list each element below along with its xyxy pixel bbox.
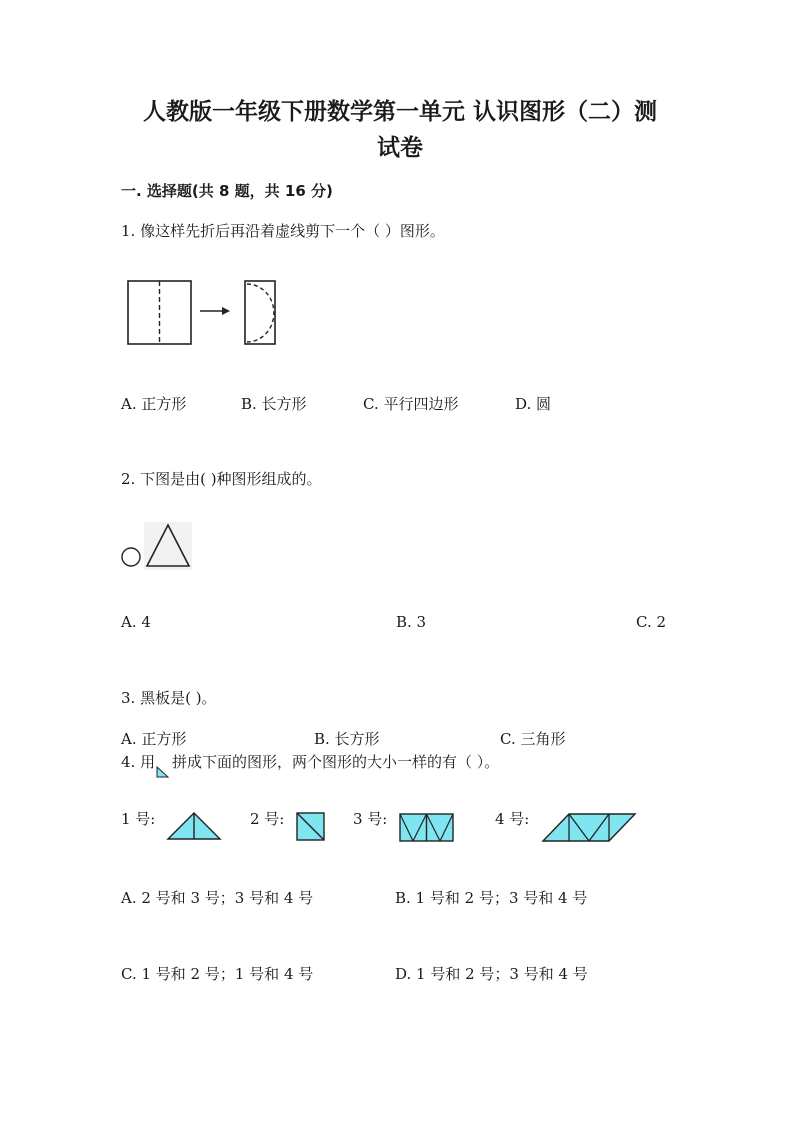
page-title-line2: 试卷 <box>377 134 423 161</box>
figure-1-label: 1 号: <box>121 810 156 828</box>
q1-option-a[interactable]: A. 正方形 <box>121 395 187 413</box>
q2-option-c[interactable]: C. 2 <box>636 613 667 631</box>
question-1-stem: 1. 像这样先折后再沿着虚线剪下一个（ ）图形。 <box>121 222 445 240</box>
q2-option-b[interactable]: B. 3 <box>396 613 427 631</box>
question-1-figure <box>120 270 290 350</box>
q4-option-d[interactable]: D. 1 号和 2 号；3 号和 4 号 <box>395 965 588 983</box>
figure-2-square <box>296 812 326 842</box>
question-2-stem: 2. 下图是由( )种图形组成的。 <box>121 470 322 488</box>
q1-option-d[interactable]: D. 圆 <box>515 395 552 413</box>
question-2-figure <box>118 520 198 572</box>
question-4-stem-start: 4. 用 <box>121 753 156 771</box>
q1-option-b[interactable]: B. 长方形 <box>241 395 307 413</box>
q4-option-a[interactable]: A. 2 号和 3 号；3 号和 4 号 <box>121 889 314 907</box>
page-title-line1: 人教版一年级下册数学第一单元 认识图形（二）测 <box>142 98 657 125</box>
figure-3-rectangle <box>399 813 455 843</box>
figure-4-label: 4 号: <box>495 810 530 828</box>
q1-option-c[interactable]: C. 平行四边形 <box>363 395 459 413</box>
figure-3-label: 3 号: <box>353 810 388 828</box>
small-triangle-piece-icon <box>156 766 170 778</box>
question-4-stem-rest: 拼成下面的图形，两个图形的大小一样的有（ ）。 <box>172 753 500 771</box>
figure-1-triangle <box>166 812 222 842</box>
section-heading: 一. 选择题(共 8 题，共 16 分) <box>121 182 333 200</box>
figure-2-label: 2 号: <box>250 810 285 828</box>
q4-option-b[interactable]: B. 1 号和 2 号；3 号和 4 号 <box>395 889 588 907</box>
figure-4-parallelogram <box>541 813 637 843</box>
q4-option-c[interactable]: C. 1 号和 2 号；1 号和 4 号 <box>121 965 314 983</box>
question-3-stem: 3. 黑板是( )。 <box>121 689 217 707</box>
q2-option-a[interactable]: A. 4 <box>121 613 151 631</box>
q3-option-b[interactable]: B. 长方形 <box>314 730 380 748</box>
q3-option-a[interactable]: A. 正方形 <box>121 730 187 748</box>
q3-option-c[interactable]: C. 三角形 <box>500 730 566 748</box>
